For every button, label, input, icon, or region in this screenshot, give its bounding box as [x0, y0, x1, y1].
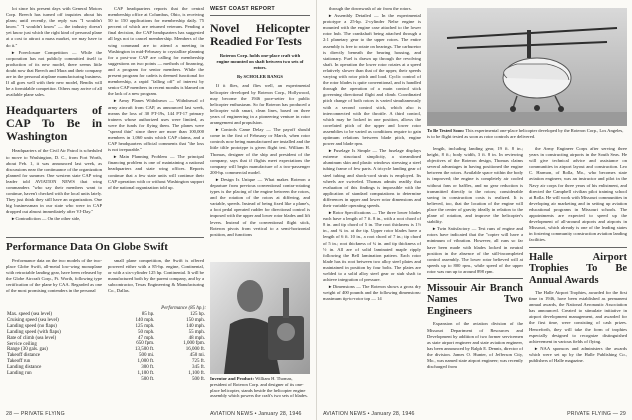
spec-table-labels — [6, 312, 106, 377]
spec-value: 345 ft. — [191, 365, 205, 371]
article-headline: Performance Data On Globe Swift — [6, 241, 168, 253]
body-text: ▸ Rotor Specifications — The three lower blades each have a length of 7 ft. 8 in., with a root chord of 8 in. and tip chord of 5 in. The root thickness is 1½ in., and ¾ in. at the tip. Upper rotor blades have a length of 6 ft. 10 in., a root chord of 7 in.; tip chord of 5 in.; root thickness of ¾ in. and tip thickness of ½ in. All are of solid laminated maple ripply following the Bell lamination pattern. Each rotor blade has its root between two alloy steel plates and maintained in position by four bolts. The plates are welded to a solid alloy steel gear or stub shaft to achieve integration of pressure. — [323, 210, 421, 283]
spec-value: 55 mph. — [188, 329, 205, 335]
page-footer-left: 28 — PRIVATE FLYING — [6, 411, 65, 417]
photo-caption: Inventor and Product: William H. Thomas, president of Roteron Corp. and designer of its one-place helicopter, stands beside the helicopter engine assembly which powers the craft's two sets of blades. — [210, 376, 308, 399]
article-columns — [6, 258, 204, 296]
globe-swift-article — [6, 234, 204, 302]
divider — [529, 247, 627, 248]
spec-label: Landing speed (with flaps) — [7, 329, 61, 335]
right-column-3 — [529, 146, 627, 408]
spec-value: 300 ft. — [141, 365, 155, 371]
spec-value: 1,000 ft. — [137, 359, 155, 365]
spec-value: 50 mph. — [137, 329, 155, 335]
left-column-2 — [108, 6, 204, 231]
spec-value: 48 mph. — [188, 335, 205, 341]
body-text: ▸ Assembly Detailed — In the experimental prototype a 25-hp. 2-cylinder Nelse engine is mounted with the engine case attached to the lower rotor hub. The crankshaft being attached through a 2:1 planetary gear to the upper rotors. The entire assembly is free to rotate on bearings. The carburetor is directly beneath the bearing housing, and stationary. Fuel is drawn up through the revolving shaft. In operation the lower rotor rotates at a speed relatively slower than that of the upper, their speeds varying with rotor pitch and load. Cyclic control of the rotor blades is quite conventional, and is handled through the operation of a main control stick governing directional flight and climb. Coordinated pitch change of both rotors is varied simultaneously with a second control stick, which also is interconnected with the throttle. A third control, which may be locked in one position, allows the correlated pitch of the upper and lower rotor assemblies to be varied as conditions require to gain optimum relations between blade pitch, engine power and blade rpm. — [323, 13, 421, 147]
body-text: ▸ NAA sponsors and administers the awards which were set up by the Halle Publishing Co., publishers of Halle magazine. — [529, 345, 627, 364]
article-headline: Headquarters of CAP To Be in Washington — [6, 103, 102, 144]
spec-row — [110, 377, 206, 383]
body-text: ▸ Controls Came Delay — The payoff should come in the first of February or March, when rotor controls now being manufactured are installed and the little tiltle prototype is given flight test. William H. Thomas, designer of the ship and president of the company, says that if flights meet expectations the company will begin manufacture of a two-passenger 200-hp. commercial model. — [210, 127, 310, 175]
body-text: ▸ Dimensions — The Roteron shows a gross dry weight of 400 pounds and the following dimensions: maximum tip-to-rotor top — 14 — [323, 284, 421, 302]
spec-value: 1,100 ft. — [188, 370, 205, 376]
body-text: ▸ Foreclosure Competition — While the corporation has not publicly committed itself to production of its new model, there seems little doubt now that Breech and Mara and their company are in the personal airplane manufacturing business. If all goes well with their new model, Bendix will be a formidable competitor. Others may arrive of all available plane sales. — [6, 49, 102, 98]
spec-row — [6, 330, 62, 336]
body-text: ▸ Design Is Unique — What makes Roteron a departure from previous conventional contra-rotating types is the placing of the engine between the rotors, and the rotation of the rotors at differing, and variable, speeds. Instead of being fixed like a plane's, a foot pedal operated rudder for directional control is imposed with the upper and lower rotor blades and lift levers. Instead of the conventional flight stick, Roteron pivots from vertical to a semi-horizontal position, and functions — [210, 176, 310, 237]
photo-caption: To Be Tested Soon: This experimental one-place helicopter developed by the Roteron Corp., Los Angeles, is to be flight tested as soon as rotor controls are delivered. — [427, 128, 624, 139]
right-page — [316, 0, 632, 420]
spec-row — [6, 318, 62, 324]
article-headline: Missouir Air Branch Names Two Engineers — [427, 282, 523, 317]
spec-value: 16,000 ft. — [185, 347, 205, 353]
byline: By SCHOLER BANGS — [237, 74, 283, 80]
spec-row — [6, 324, 62, 330]
body-text: ▸ Contradiction — On the other side, — [12, 216, 81, 222]
body-text: ▸ Main Planning Problem — The principal financing problem is one of maintaining a national headquarters and state wing offices. Reports continue that a few state units will continue their CAP operation with or without Washington support of the national organization told up. — [108, 154, 204, 190]
spec-value: 125 mph. — [135, 323, 155, 329]
spec-row — [6, 371, 62, 377]
body-text: CAP headquarters reports that the central membership office at Columbus, Ohio, is receiving 50 to 150 applications for membership daily. 75 percent of which are returned veterans. Pending a final decision, the CAP headquarters has suggested all legs not to cancel membership. Members of the wing command are to attend a meeting in Washington in mid-February to crystallize planning for a post-war CAP are calling for membership suggestions on two points — methods of financing, and a program for senior members. While the present program for cadets is deemed functional for membership, a rapid "falling off" of interest by senior CAP members in recent months is blamed on the lack of a new program. — [108, 6, 204, 97]
spec-label: Landing run — [7, 371, 32, 377]
spec-value: 13,500 ft. — [135, 347, 155, 353]
right-column-2 — [427, 146, 523, 408]
body-text: If it flies, and flies well, an experimental helicopter developed by Roteron Corp., Hollywood, may become the 1946 pace-setter for public helicopter enthusiasm. So far Roteron has produced a helicopter with smart, clean lines, based on three years of engineering in a pioneering venture in rotor arrangement and propulsion. — [210, 83, 310, 126]
page-footer-right: AVIATION NEWS • January 28, 1946 — [210, 411, 302, 417]
page-footer-right: PRIVATE FLYING — 29 — [567, 411, 626, 417]
spec-value: 125 hp. — [190, 311, 205, 317]
article-headline: Novel Helicopter Readied For Tests — [210, 21, 310, 49]
divider — [427, 278, 523, 279]
body-text: The Halle Airport Trophies, awarded for the first time in 1946, have been established as permanent annual awards, the National Aeronautic Association has announced. Created to stimulate initiative in airport development management, and awarded for the first time, were consisting of cash prizes. Henceforth, they will take the form of trophies especially designed to recognize distinguished achievement in various fields of flying. — [529, 290, 627, 344]
body-text: Headquarters of the Civil Air Patrol is scheduled to move to Washington, D. C., from Fort Worth, about Feb. 1, it was announced last week, as discussions near the continuance of the organization planned for summer. One western state CAP wing leader told AVIATION NEWS that wing commanders "who say their members want to continue, haven't checked with the local units lately. They just think they still have an organization. One big businessman in our state who were in CAP dropped out almost immediately after VJ-Day." — [6, 148, 102, 215]
spec-value: 85 hp. — [141, 311, 155, 317]
right-column-1 — [323, 6, 421, 406]
left-column-3 — [210, 6, 310, 256]
spec-label: Takeoff distance — [7, 353, 41, 359]
divider — [210, 15, 310, 16]
body-text: small plane competition, the Swift is offered powered either with a 85-hp. engine, Continental, or with a six-cylinder 125 hp. Continental. It will be manufactured both by the parent company, and by a subcontractor, Texas Engineering & Manufacturing Co., Dallas. — [108, 257, 204, 293]
spec-label: Range (30 gals. gas) — [7, 347, 48, 353]
inventor-photo — [210, 262, 310, 374]
spec-label: Cruising speed (sea level) — [7, 317, 59, 323]
body-text: Expansion of the aviation division of the Missouri Department of Resources and Development by addition of two former servicemen as state airport engineer and state aviation engineer, has been announced by Ralph E. Dennis, director of the division. James O. Hunter, of Jefferson City, Mo., was named state airport engineer; was recently discharged from — [427, 321, 523, 370]
spec-value: 450 mi. — [189, 353, 205, 359]
spec-label: Takeoff run — [7, 359, 31, 365]
spec-value: 1,000 fpm. — [183, 341, 205, 347]
section-kicker: WEST COAST REPORT — [210, 6, 275, 12]
helicopter-photo-image — [427, 8, 627, 126]
spec-value: 1,100 ft. — [137, 370, 155, 376]
left-column-1 — [6, 6, 102, 231]
body-text: the Army Engineer Corps after serving three years in constructing airports in the South Seas. He will give technical advice and assistance on communities in airport layout and construction. Leo C. Harmon, of Rolla, Mo., who becomes state aviation engineer, was an instructor and pilot in the Navy air corps for three years of his enlistment, and directed the Campbell civilian pilot training school at Rolla. He will work with Missouri communities in developing air marketing and in setting up aviation educational programs in Missouri schools. The appointments are expected to speed up the development of all-around airports and airports in Missouri, which already is one of the leading states in fostering community construction aviation landing facilities. — [529, 146, 627, 243]
spec-table-values — [110, 306, 206, 383]
article-deck: Roteron Corp. holds one-place craft with engine mounted on shaft between two sets of rotors. — [216, 53, 304, 71]
spec-label: Landing speed (no flaps) — [7, 323, 57, 329]
spec-label: Landing distance — [7, 365, 42, 371]
spec-value: 725 ft. — [191, 359, 205, 365]
spec-value: 650 fpm. — [136, 341, 155, 347]
spec-value: 500 mi. — [139, 353, 155, 359]
spec-value: 500 ft. — [141, 376, 155, 382]
page-footer-left: AVIATION NEWS • January 28, 1946 — [323, 411, 415, 417]
body-text: ▸ Army Planes Withdrawn — Withdrawal of army aircraft from CAP, as announced last week, means the loss of 30 PT-19s, 144 PT-17 primary trainers whose authorized uses were limited, as were the funds for flying them. The planes were "spread thin" since there are more than 100,000 members in 1,060 units which CAP claims, and a CAP headquarters official comments that "the loss is not irreparable." — [108, 98, 204, 153]
body-text: Performance data on the two models of the two-place Globe Swift, all-metal low-wing monoplane with retractable landing gear, have been released by the Globe Aircraft Corp., Ft. Worth, following type certification of the plane by CAA. Regarded as one of the most promising contenders in the personal — [6, 257, 102, 293]
spec-value: 140 mph. — [186, 323, 205, 329]
spec-header: Performance (85 hp.): — [161, 306, 206, 311]
divider — [6, 237, 204, 238]
spec-row — [6, 336, 62, 342]
body-text: through the downwash of air from the rotors. — [329, 6, 412, 11]
spec-value: 150 mph. — [186, 317, 205, 323]
body-text: ▸ Fuselage Is Simple — The fuselage displays extreme structural simplicity, a streamlined aluminum skin and plastic windows stressing a steel tubing frame of few parts. A tricycle landing gear of steel tubing and shock-cord struts is employed. Its wheels are swiveled. Thomas admits readily that evaluation of this findings is impossible with the application of standard computations to determine differences in upper and lower rotor dimensions and their variable operating speeds. — [323, 148, 421, 208]
spec-value: 47 mph. — [137, 335, 155, 341]
spec-value: 500 ft. — [191, 376, 205, 382]
inventor-photo-image — [210, 262, 310, 374]
article-headline: Halle Airport Trophies To Be Annual Awards — [529, 251, 627, 286]
body-text: ▸ Twin Satisfactory — Test runs of engine and rotors have indicated that the "copter will have a minimum of vibration. However, all runs so far have been made with blades locked in neutral position in the absence of the still-incompleted control assembly. The lower rotor believed will at speeds up to 800 rpm., while speed of the upper rotor was run up to around 898 rpm. — [427, 226, 523, 274]
helicopter-photo — [427, 8, 627, 126]
spec-value: 140 mph. — [135, 317, 155, 323]
body-text: lot since his present days with General Motors Corp. Breech has turned off inquiries about his plans; until recently, the reply was "I wouldn't know." "I wouldn't know" — the industry doesn't yet know just which the right kind of personal plane at a cost to attract a mass market, we may have to do it." — [6, 6, 102, 48]
spec-label: Service ceiling — [7, 341, 37, 347]
spec-label: Rate of climb (sea level) — [7, 335, 57, 341]
spec-label: Max. speed (sea level) — [7, 312, 52, 317]
body-text: length, including landing gear, 19 ft. 8 in.; height, 8 ft.; body width, 3 ft. 8 in. In reviewing objectives of the Roteron design, Thomas claims several advantages in having positioned the engine between the rotors. Available space within the body is improved; the engine is completely air cooled without fans or baffles, and no gear reduction is transmitted directly to the rotors; considerable saving in construction costs is realized. It is believed, too, that the location of the engine will place the center of gravity ideally in relation to the plane of rotation, and improve the helicopter's stability. — [427, 146, 523, 225]
